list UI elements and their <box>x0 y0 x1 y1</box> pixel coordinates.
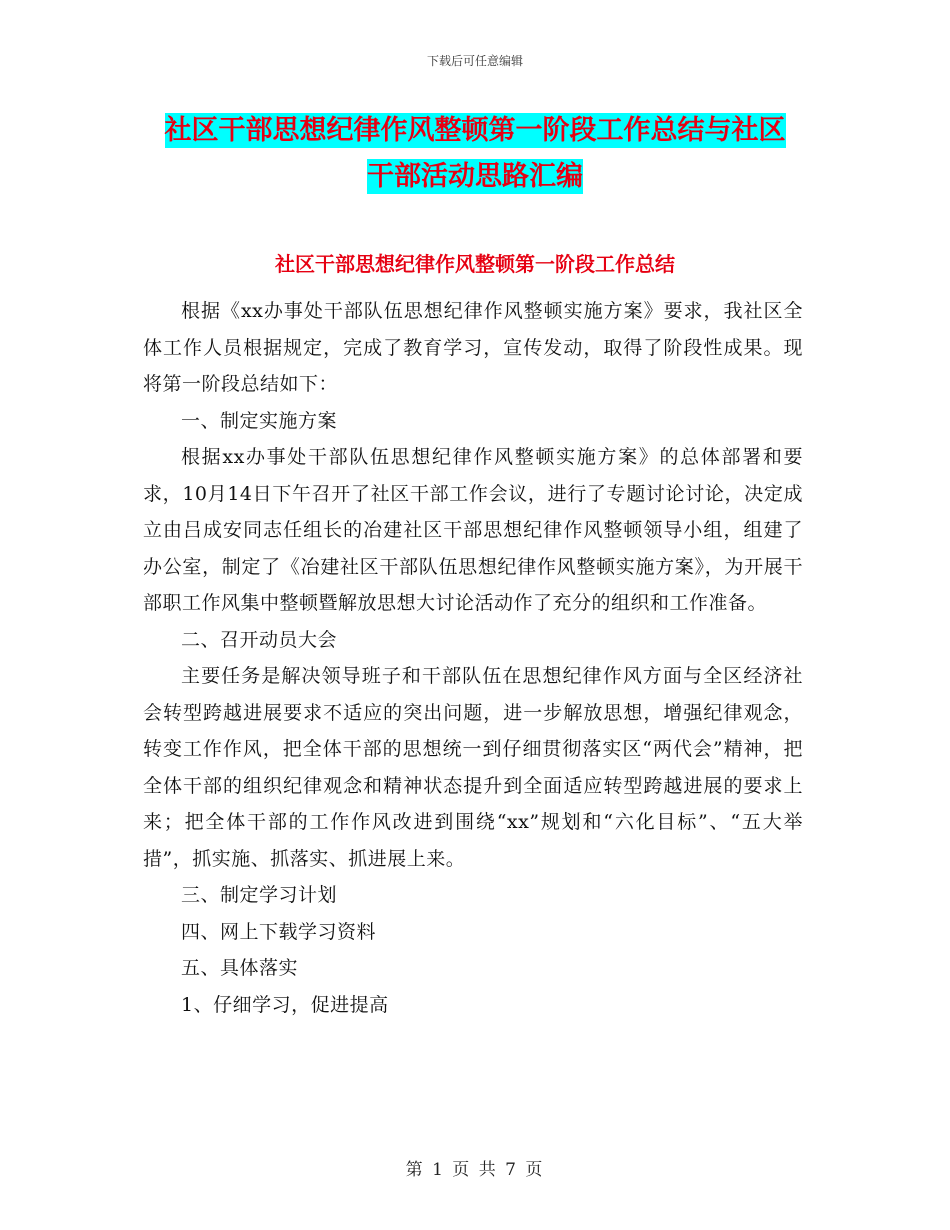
paragraph-plan: 根据xx办事处干部队伍思想纪律作风整顿实施方案》的总体部署和要求，10月14日下午召开了社区干部工作会议，进行了专题讨论讨论，决定成立由吕成安同志任组长的冶建社区干部思想纪律作风整顿领导小组，组建了办公室，制定了《冶建社区干部队伍思想纪律作风整顿实施方案》，为开展干部职工作风集中整顿暨解放思想大讨论活动作了充分的组织和工作准备。 <box>143 446 803 614</box>
heading-4: 四、网上下载学习资料 <box>181 920 377 943</box>
subheading-1: 1、仔细学习，促进提高 <box>181 993 389 1016</box>
heading-5: 五、具体落实 <box>181 957 299 979</box>
section-title: 社区干部思想纪律作风整顿第一阶段工作总结 <box>275 252 675 276</box>
document-title-line-2: 干部活动思路汇编 <box>367 161 583 192</box>
page-footer: 第 1 页 共 7 页 <box>405 1160 545 1180</box>
document-title <box>140 108 810 200</box>
heading-3: 三、制定学习计划 <box>181 884 338 906</box>
heading-1: 一、制定实施方案 <box>181 409 338 432</box>
paragraph-intro: 根据《xx办事处干部队伍思想纪律作风整顿实施方案》要求，我社区全体工作人员根据规定，完成了教育学习，宣传发动，取得了阶段性成果。现将第一阶段总结如下： <box>143 300 803 395</box>
document-title-line-1: 社区干部思想纪律作风整顿第一阶段工作总结与社区 <box>164 115 786 146</box>
document-body <box>143 293 803 1023</box>
heading-2: 二、召开动员大会 <box>181 628 338 651</box>
paragraph-mobilization: 主要任务是解决领导班子和干部队伍在思想纪律作风方面与全区经济社会转型跨越进展要求不适应的突出问题，进一步解放思想，增强纪律观念，转变工作作风，把全体干部的思想统一到仔细贯彻落实区“两代会”精神，把全体干部的组织纪律观念和精神状态提升到全面适应转型跨越进展的要求上来；把全体干部的工作作风改进到围绕“xx”规划和“六化目标”、“五大举措”，抓实施、抓落实、抓进展上来。 <box>143 665 803 870</box>
header-note: 下载后可任意编辑 <box>426 54 523 68</box>
